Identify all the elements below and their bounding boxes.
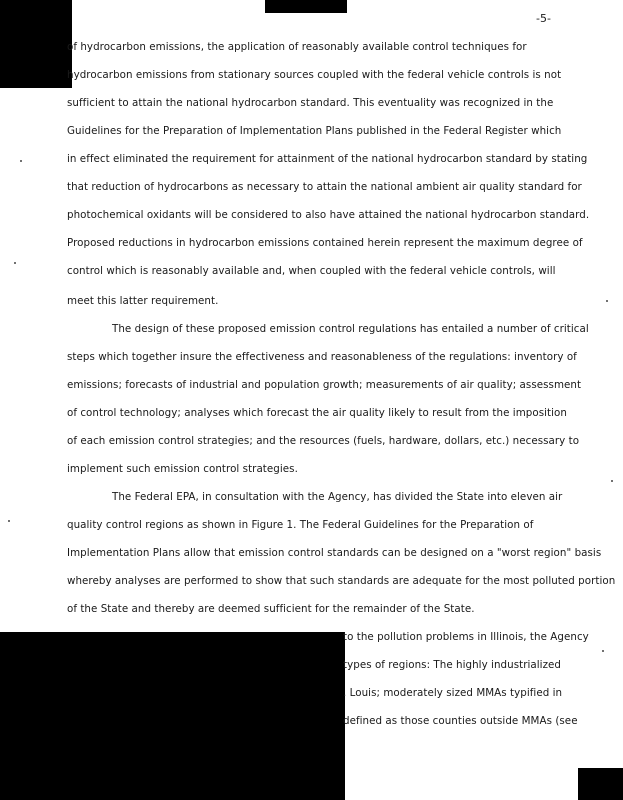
text-line: whereby analyses are performed to show that such standards are adequate for the most polluted portion [67,575,616,587]
text-line: emissions; forecasts of industrial and population growth; measurements of air quality; assessment [67,379,582,391]
scan-speck [611,480,613,482]
text-line: The Federal EPA, in consultation with the Agency, has divided the State into eleven air [112,491,563,503]
text-line: of each emission control strategies; and the resources (fuels, hardware, dollars, etc.) necessary to [67,435,580,447]
page-number: -5- [536,12,551,25]
text-line: steps which together insure the effectiveness and reasonableness of the regulations: inventory of [67,351,577,363]
text-line: of control technology; analyses which forecast the air quality likely to result from the imposition [67,407,567,419]
text-line: sufficient to attain the national hydrocarbon standard. This eventuality was recognized in the [67,97,554,109]
text-line: Proposed reductions in hydrocarbon emissions contained herein represent the maximum degree of [67,237,583,249]
text-line: types of regions: The highly industrialized [343,659,562,671]
text-line: of the State and thereby are deemed sufficient for the remainder of the State. [67,603,475,615]
text-line: hydrocarbon emissions from stationary sources coupled with the federal vehicle controls is not [67,69,562,81]
scan-speck [606,300,608,302]
text-line: photochemical oxidants will be considered to also have attained the national hydrocarbon standard. [67,209,590,221]
text-line: of hydrocarbon emissions, the application of reasonably available control techniques for [67,41,527,53]
redaction-left-margin [0,0,72,88]
text-line: in effect eliminated the requirement for attainment of the national hydrocarbon standard by stating [67,153,588,165]
text-line: Implementation Plans allow that emission control standards can be designed on a "worst region" basis [67,547,602,559]
scan-speck [602,650,604,652]
text-line: quality control regions as shown in Figure 1. The Federal Guidelines for the Preparation of [67,519,534,531]
text-line: to the pollution problems in Illinois, the Agency [343,631,589,643]
scan-speck [20,160,22,162]
redaction-bottom-right [578,768,623,800]
text-line: . Louis; moderately sized MMAs typified in [343,687,563,699]
redaction-top [265,0,347,13]
text-line: meet this latter requirement. [67,295,219,307]
text-line: implement such emission control strategies. [67,463,298,475]
text-line: defined as those counties outside MMAs (see [343,715,578,727]
text-line: Guidelines for the Preparation of Implementation Plans published in the Federal Register which [67,125,562,137]
scan-speck [8,520,10,522]
scan-speck [14,262,16,264]
text-line: that reduction of hydrocarbons as necessary to attain the national ambient air quality standard for [67,181,582,193]
redaction-bottom-block [0,632,345,800]
text-line: control which is reasonably available and, when coupled with the federal vehicle controls, will [67,265,556,277]
text-line: The design of these proposed emission control regulations has entailed a number of critical [112,323,589,335]
